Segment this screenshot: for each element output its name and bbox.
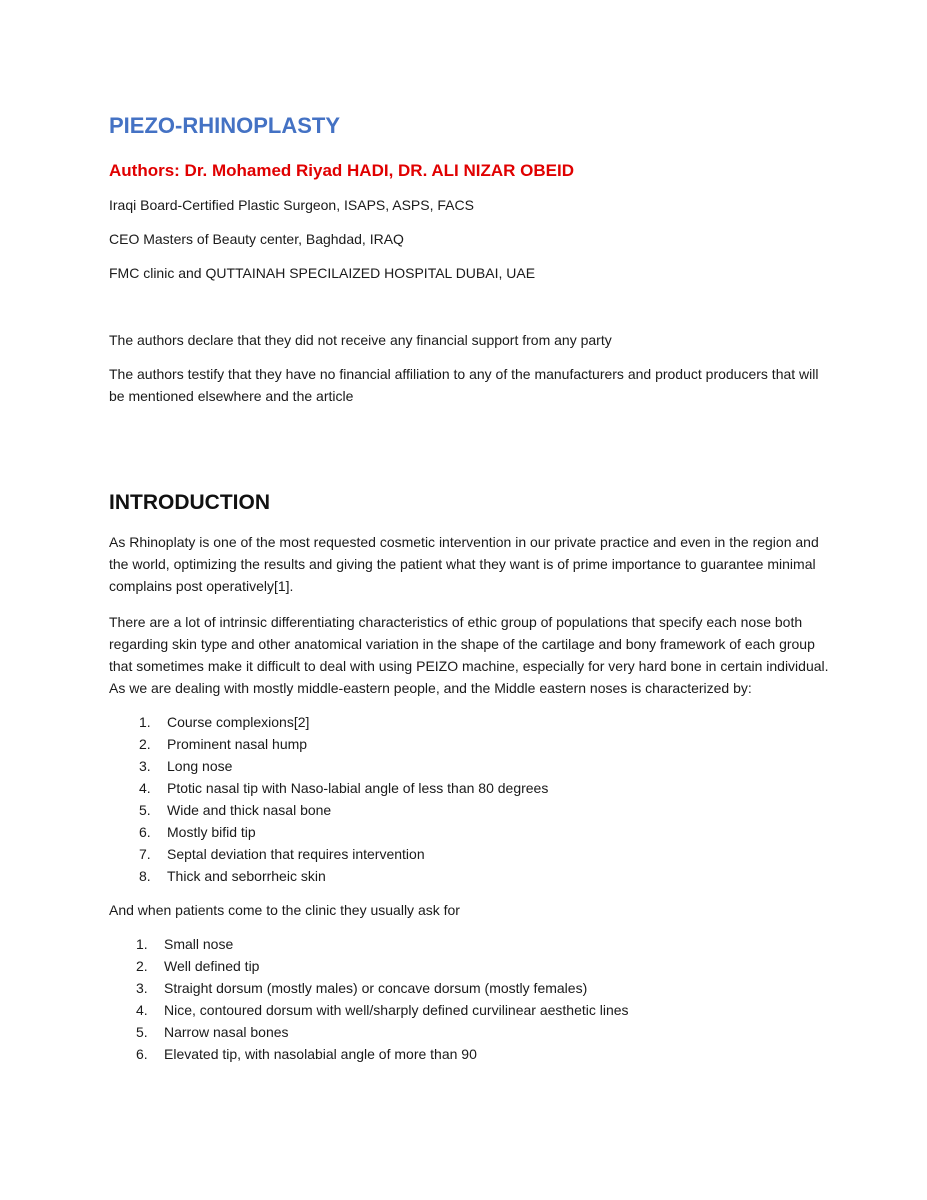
list-item: [109, 999, 829, 1021]
list-item-text: Long nose: [167, 758, 233, 774]
list-item: [109, 843, 829, 865]
affiliation-3: FMC clinic and QUTTAINAH SPECILAIZED HOSPITAL DUBAI, UAE: [109, 265, 536, 281]
list-item-text: Mostly bifid tip: [167, 824, 256, 840]
list-number: 2.: [139, 736, 151, 752]
list-number: 1.: [136, 936, 148, 952]
list-number: 6.: [136, 1046, 148, 1062]
list-number: 3.: [136, 980, 148, 996]
list-item-text: Narrow nasal bones: [164, 1024, 289, 1040]
introduction-heading: INTRODUCTION: [109, 491, 270, 514]
conflict-declaration: The authors testify that they have no financial affiliation to any of the manufacturers and product producers that will be mentioned elsewhere and the article: [109, 366, 819, 404]
authors-line: Authors: Dr. Mohamed Riyad HADI, DR. ALI NIZAR OBEID: [109, 161, 575, 180]
list-item-text: Nice, contoured dorsum with well/sharply defined curvilinear aesthetic lines: [164, 1002, 629, 1018]
list-item-text: Septal deviation that requires intervention: [167, 846, 425, 862]
list-item-text: Thick and seborrheic skin: [167, 868, 326, 884]
introduction-paragraph-1: As Rhinoplaty is one of the most requested cosmetic intervention in our private practice and even in the region and the world, optimizing the results and giving the patient what they want is of prime importance to guarantee minimal complains post operatively[1].: [109, 534, 819, 594]
list-item: [109, 955, 829, 977]
list-number: 6.: [139, 824, 151, 840]
list-item: [109, 755, 829, 777]
list-item: [109, 711, 829, 733]
list-item-text: Ptotic nasal tip with Naso-labial angle of less than 80 degrees: [167, 780, 549, 796]
funding-declaration: The authors declare that they did not receive any financial support from any party: [109, 332, 612, 348]
list-item: [109, 777, 829, 799]
list-item-text: Well defined tip: [164, 958, 260, 974]
list-item: [109, 865, 829, 887]
list-number: 1.: [139, 714, 151, 730]
list-number: 8.: [139, 868, 151, 884]
document-title: PIEZO-RHINOPLASTY: [109, 113, 341, 138]
list-item: [109, 799, 829, 821]
list-item-text: Small nose: [164, 936, 234, 952]
list-item-text: Prominent nasal hump: [167, 736, 308, 752]
list-item-text: Wide and thick nasal bone: [167, 802, 332, 818]
list-item: [109, 933, 829, 955]
patients-request-intro: And when patients come to the clinic they usually ask for: [109, 902, 460, 918]
introduction-paragraph-2: There are a lot of intrinsic differentiating characteristics of ethic group of populations that specify each nose both regarding skin type and other anatomical variation in the shape of the cartilage and bony framework of each group that sometimes make it difficult to deal with using PEIZO machine, especially for very hard bone in certain individual. As we are dealing with mostly middle-eastern people, and the Middle eastern noses is characterized by:: [109, 614, 829, 696]
list-item-text: Elevated tip, with nasolabial angle of more than 90: [164, 1046, 477, 1062]
list-item-text: Straight dorsum (mostly males) or concave dorsum (mostly females): [164, 980, 588, 996]
affiliation-1: Iraqi Board-Certified Plastic Surgeon, ISAPS, ASPS, FACS: [109, 197, 474, 213]
list-item: [109, 1043, 829, 1065]
affiliation-2: CEO Masters of Beauty center, Baghdad, IRAQ: [109, 231, 404, 247]
list-number: 5.: [136, 1024, 148, 1040]
list-number: 7.: [139, 846, 151, 862]
list-item: [109, 733, 829, 755]
nose-characteristics-list: [109, 711, 829, 887]
list-item: [109, 821, 829, 843]
list-number: 3.: [139, 758, 151, 774]
list-item-text: Course complexions[2]: [167, 714, 310, 730]
patient-requests-list: [109, 933, 829, 1065]
list-item: [109, 1021, 829, 1043]
list-number: 2.: [136, 958, 148, 974]
document-page: [109, 112, 829, 1065]
list-item: [109, 977, 829, 999]
list-number: 4.: [139, 780, 151, 796]
list-number: 4.: [136, 1002, 148, 1018]
list-number: 5.: [139, 802, 151, 818]
